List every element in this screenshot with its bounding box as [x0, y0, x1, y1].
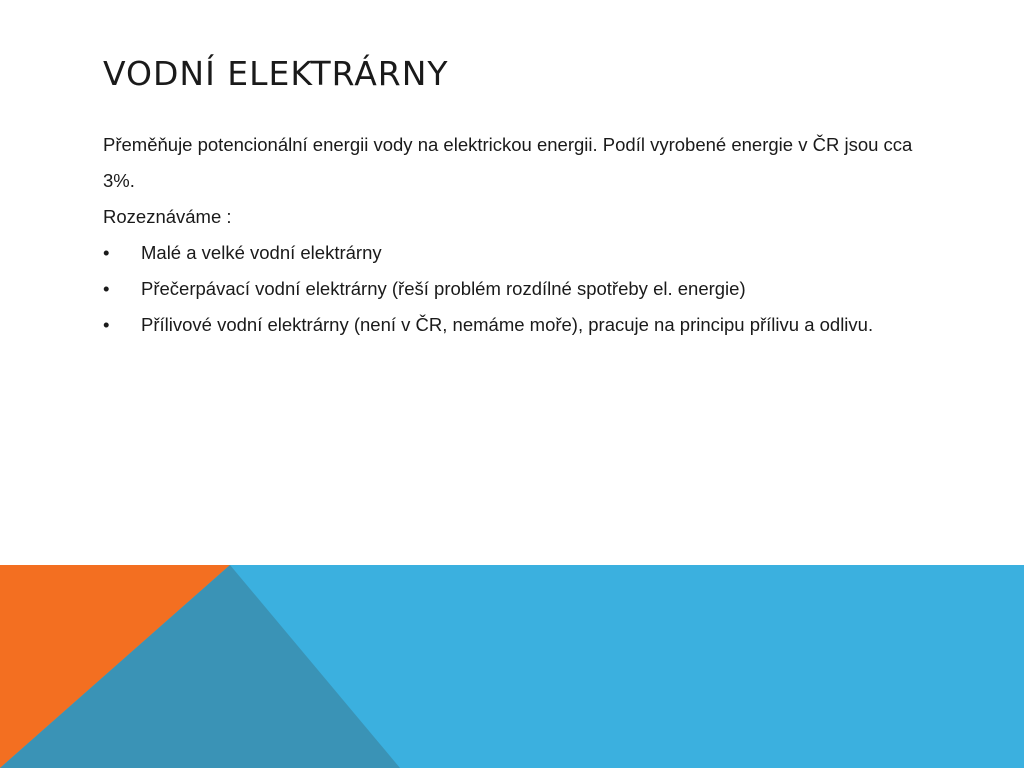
bullet-list — [103, 240, 933, 338]
bullet-item — [103, 312, 933, 338]
distinguish-heading: Rozeznáváme : — [103, 206, 232, 227]
bullet-item — [103, 240, 933, 266]
bullet-icon: • — [103, 314, 110, 335]
bullet-icon: • — [103, 242, 110, 263]
slide-body — [103, 127, 933, 348]
bullet-text: Přečerpávací vodní elektrárny (řeší problém rozdílné spotřeby el. energie) — [141, 278, 746, 299]
bullet-icon: • — [103, 278, 110, 299]
slide-title: VODNÍ ELEKTRÁRNY — [103, 54, 449, 93]
intro-paragraph: Přeměňuje potencionální energii vody na elektrickou energii. Podíl vyrobené energie v ČR jsou cca 3%. — [103, 134, 913, 191]
bullet-text: Malé a velké vodní elektrárny — [141, 242, 382, 263]
decorative-footer-shapes — [0, 565, 1024, 768]
bullet-item — [103, 276, 933, 302]
bullet-text: Přílivové vodní elektrárny (není v ČR, nemáme moře), pracuje na principu přílivu a odlivu. — [141, 314, 874, 335]
